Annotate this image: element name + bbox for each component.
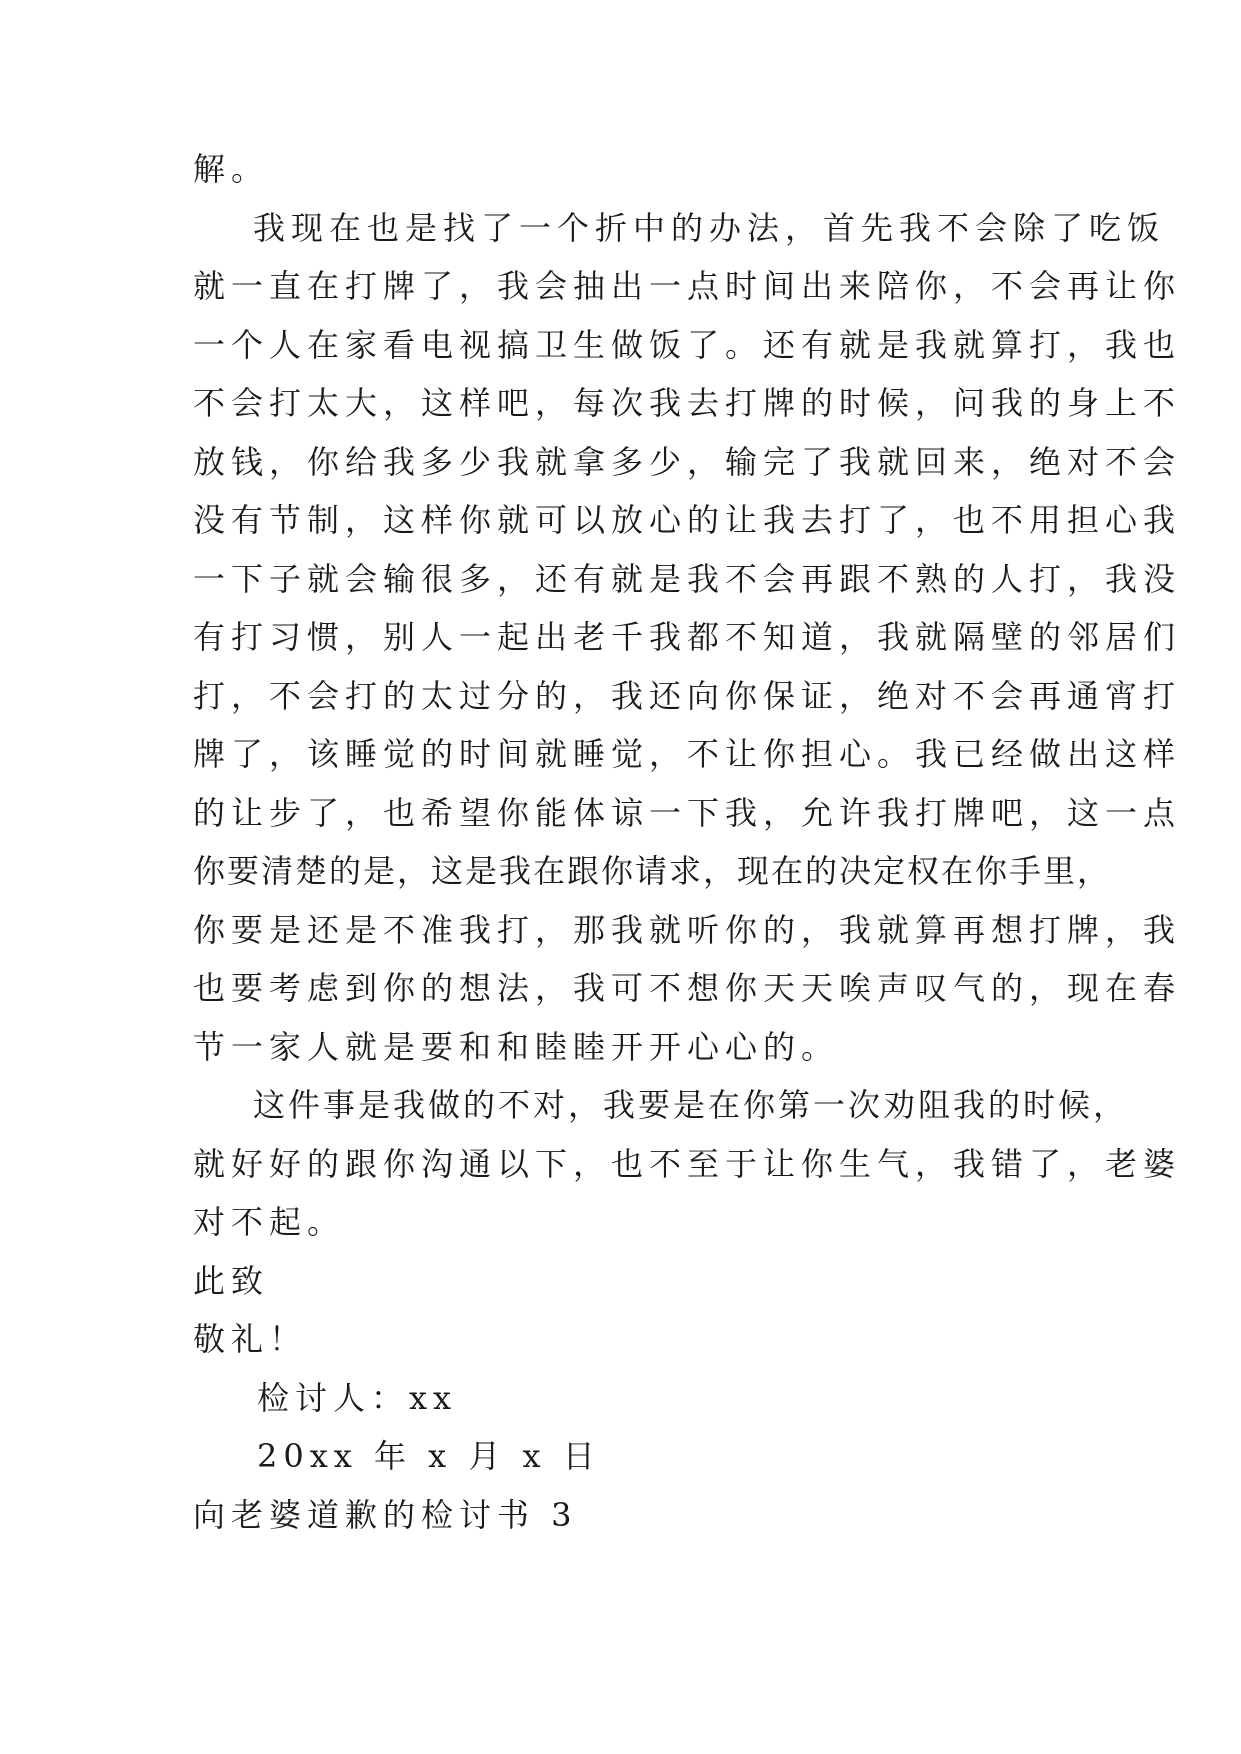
- closing-line: 敬礼！: [193, 1320, 308, 1358]
- paragraph-line: 也要考虑到你的想法，我可不想你天天唉声叹气的，现在春: [193, 969, 1182, 1007]
- closing-line: 此致: [193, 1261, 270, 1300]
- next-section-title: 向老婆道歉的检讨书 3: [193, 1495, 578, 1534]
- paragraph-line: 一个人在家看电视搞卫生做饭了。还有就是我就算打，我也: [193, 325, 1182, 364]
- paragraph-line: 这件事是我做的不对，我要是在你第一次劝阻我的时候，: [253, 1086, 1129, 1124]
- paragraph-line: 不会打太大，这样吧，每次我去打牌的时候，问我的身上不: [193, 384, 1182, 422]
- paragraph-line: 我现在也是找了一个折中的办法，首先我不会除了吃饭: [253, 208, 1166, 247]
- date-line: 20xx 年 x 月 x 日: [257, 1437, 601, 1475]
- paragraph-line: 的让步了，也希望你能体谅一下我，允许我打牌吧，这一点: [193, 793, 1182, 832]
- paragraph-line: 有打习惯，别人一起出老千我都不知道，我就隔壁的邻居们: [193, 618, 1182, 656]
- paragraph-line: 你要清楚的是，这是我在跟你请求，现在的决定权在你手里，: [193, 852, 1112, 890]
- signer-line: 检讨人：xx: [257, 1378, 458, 1417]
- paragraph-line: 就一直在打牌了，我会抽出一点时间出来陪你，不会再让你: [193, 267, 1182, 305]
- paragraph-line: 就好好的跟你沟通以下，也不至于让你生气，我错了，老婆: [193, 1144, 1182, 1183]
- paragraph-line: 放钱，你给我多少我就拿多少，输完了我就回来，绝对不会: [193, 442, 1182, 481]
- paragraph-line: 你要是还是不准我打，那我就听你的，我就算再想打牌，我: [193, 910, 1182, 949]
- text-line: 解。: [193, 150, 270, 188]
- paragraph-line: 一下子就会输很多，还有就是我不会再跟不熟的人打，我没: [193, 559, 1182, 598]
- paragraph-line: 牌了，该睡觉的时间就睡觉，不让你担心。我已经做出这样: [193, 735, 1182, 773]
- paragraph-line: 对不起。: [193, 1203, 346, 1241]
- paragraph-line: 节一家人就是要和和睦睦开开心心的。: [193, 1027, 840, 1066]
- paragraph-line: 打，不会打的太过分的，我还向你保证，绝对不会再通宵打: [193, 676, 1182, 715]
- document-body: [193, 140, 1182, 1544]
- paragraph-line: 没有节制，这样你就可以放心的让我去打了，也不用担心我: [193, 501, 1182, 539]
